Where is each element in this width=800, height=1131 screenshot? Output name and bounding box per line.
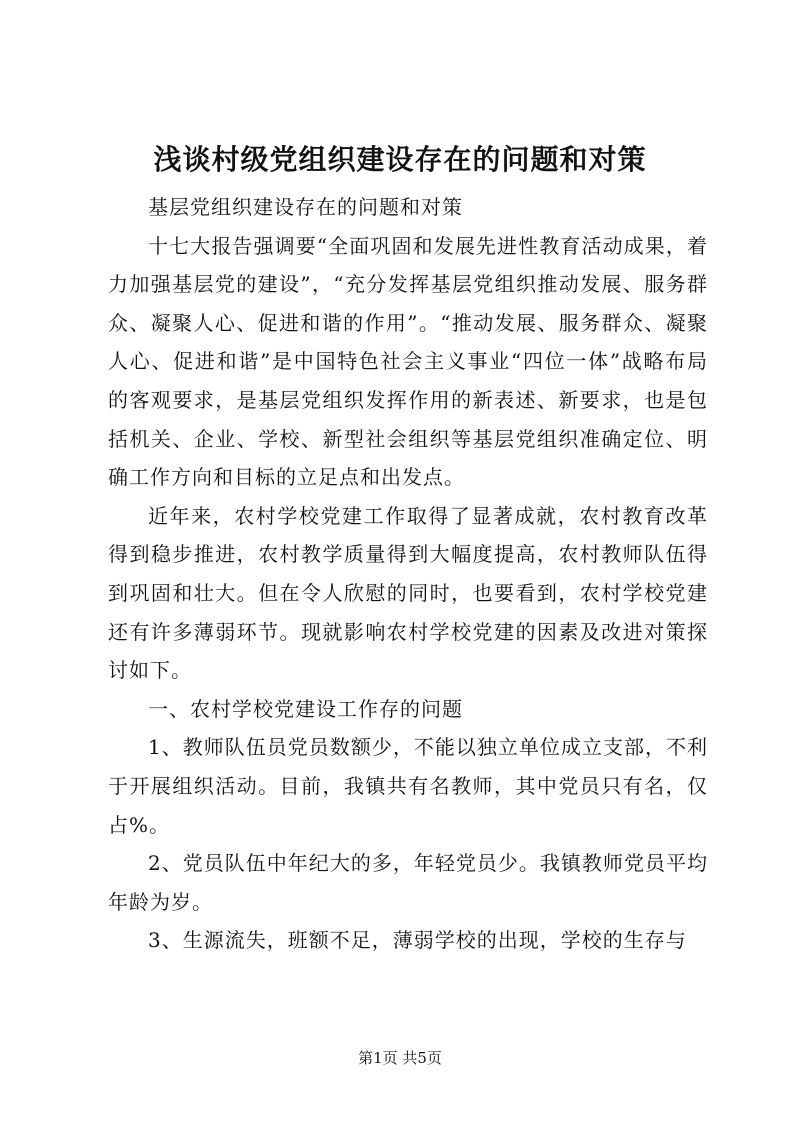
paragraph: 2、党员队伍中年纪大的多，年轻党员少。我镇教师党员平均年龄为岁。 — [108, 851, 708, 914]
document-title: 浅谈村级党组织建设存在的问题和对策 — [153, 143, 647, 176]
paragraph: 3、生源流失，班额不足，薄弱学校的出现，学校的生存与 — [148, 928, 687, 953]
section-heading: 一、农村学校党建设工作存的问题 — [148, 696, 463, 721]
paragraph: 近年来，农村学校党建工作取得了显著成就，农村教育改革得到稳步推进，农村教学质量得到大幅度提高，农村教师队伍得到巩固和壮大。但在令人欣慰的同时，也要看到，农村学校党建还有许多薄弱环节。现就影响农村学校党建的因素及改进对策探讨如下。 — [108, 503, 708, 683]
paragraph: 十七大报告强调要“全面巩固和发展先进性教育活动成果，着力加强基层党的建设”，“充分发挥基层党组织推动发展、服务群众、凝聚人心、促进和谐的作用”。“推动发展、服务群众、凝聚人心、促进和谐”是中国特色社会主义事业“四位一体”战略布局的客观要求，是基层党组织发挥作用的新表述、新要求，也是包括机关、企业、学校、新型社会组织等基层党组织准确定位、明确工作方向和目标的立足点和出发点。 — [108, 233, 708, 490]
paragraph-subtitle: 基层党组织建设存在的问题和对策 — [148, 195, 463, 219]
document-body — [108, 188, 708, 960]
paragraph: 1、教师队伍员党员数额少，不能以独立单位成立支部，不利于开展组织活动。目前，我镇共有名教师，其中党员只有名，仅占%。 — [108, 735, 708, 837]
page-number-footer: 第1页 共5页 — [358, 1049, 442, 1067]
